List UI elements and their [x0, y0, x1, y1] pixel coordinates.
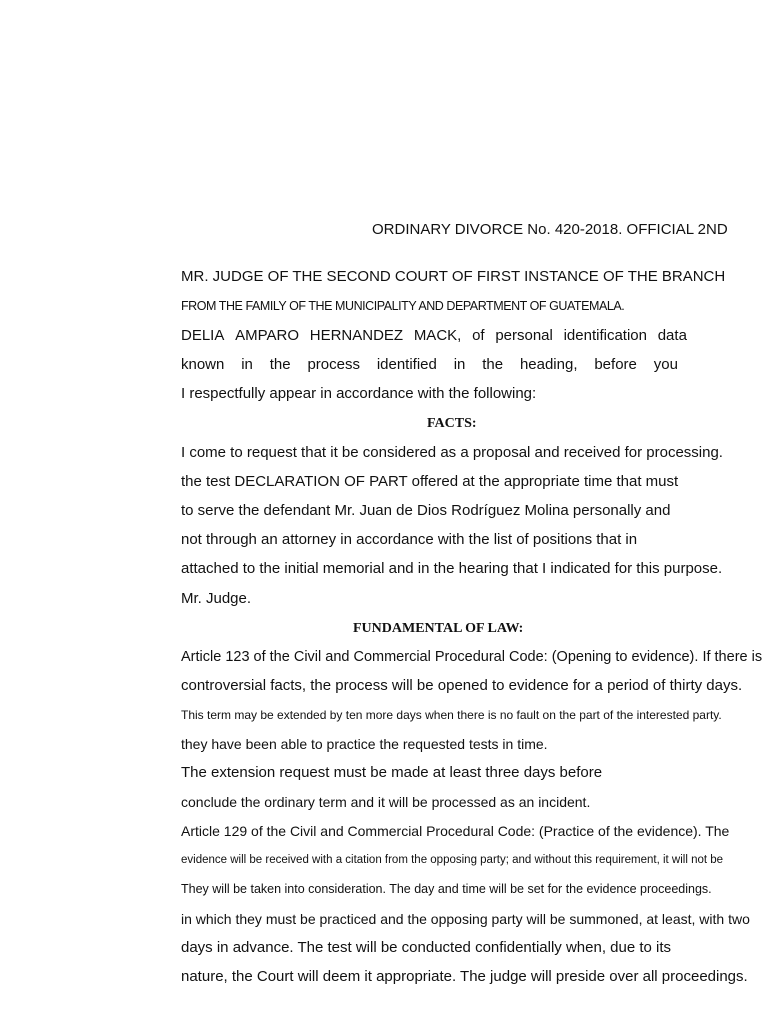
intro-word: the [269, 356, 291, 373]
law-line: nature, the Court will deem it appropriate. The judge will preside over all proceedings. [181, 968, 748, 985]
intro-word: process [307, 356, 360, 373]
law-line: conclude the ordinary term and it will be processed as an incident. [181, 794, 591, 810]
intro-word: DELIA [181, 327, 225, 344]
intro-line-1 [181, 327, 687, 345]
intro-word: before [594, 356, 637, 373]
case-heading: ORDINARY DIVORCE No. 420-2018. OFFICIAL 2ND [372, 221, 728, 238]
facts-line: not through an attorney in accordance with the list of positions that in [181, 531, 638, 548]
intro-word: personal [495, 327, 553, 344]
intro-word: you [653, 356, 678, 373]
law-line: evidence will be received with a citation from the opposing party; and without this requirement, it will not be [181, 854, 724, 866]
address-line-1: MR. JUDGE OF THE SECOND COURT OF FIRST INSTANCE OF THE BRANCH [181, 268, 726, 285]
intro-word: known [181, 356, 225, 373]
intro-word: heading, [519, 356, 578, 373]
intro-word: MACK, [413, 327, 462, 344]
intro-word: the [482, 356, 504, 373]
intro-word: identification [563, 327, 647, 344]
intro-word: in [241, 356, 253, 373]
law-line: they have been able to practice the requested tests in time. [181, 736, 548, 752]
facts-line: attached to the initial memorial and in the hearing that I indicated for this purpose. [181, 560, 723, 577]
intro-word: HERNANDEZ [309, 327, 404, 344]
law-line: days in advance. The test will be conducted confidentially when, due to its [181, 939, 672, 956]
law-line: They will be taken into consideration. The day and time will be set for the evidence proceedings. [181, 882, 712, 896]
law-line: This term may be extended by ten more days when there is no fault on the part of the interested party. [181, 708, 722, 722]
facts-line: Mr. Judge. [181, 590, 252, 607]
facts-title: FACTS: [427, 416, 477, 431]
law-line: controversial facts, the process will be opened to evidence for a period of thirty days. [181, 677, 743, 694]
intro-word: AMPARO [235, 327, 299, 344]
law-title: FUNDAMENTAL OF LAW: [353, 621, 524, 636]
intro-line-3: I respectfully appear in accordance with the following: [181, 385, 537, 402]
facts-line: the test DECLARATION OF PART offered at the appropriate time that must [181, 473, 679, 490]
intro-word: of [472, 327, 485, 344]
address-line-2: FROM THE FAMILY OF THE MUNICIPALITY AND DEPARTMENT OF GUATEMALA. [181, 299, 625, 313]
law-line: Article 123 of the Civil and Commercial Procedural Code: (Opening to evidence). If there is [181, 649, 763, 665]
intro-line-2 [181, 356, 678, 374]
law-line: The extension request must be made at least three days before [181, 764, 603, 781]
facts-line: I come to request that it be considered as a proposal and received for processing. [181, 444, 723, 461]
law-line: in which they must be practiced and the opposing party will be summoned, at least, with two [181, 911, 750, 927]
intro-word: data [657, 327, 687, 344]
intro-word: in [453, 356, 466, 373]
law-line: Article 129 of the Civil and Commercial Procedural Code: (Practice of the evidence). The [181, 823, 730, 839]
facts-line: to serve the defendant Mr. Juan de Dios Rodríguez Molina personally and [181, 502, 671, 519]
intro-word: identified [376, 356, 437, 373]
